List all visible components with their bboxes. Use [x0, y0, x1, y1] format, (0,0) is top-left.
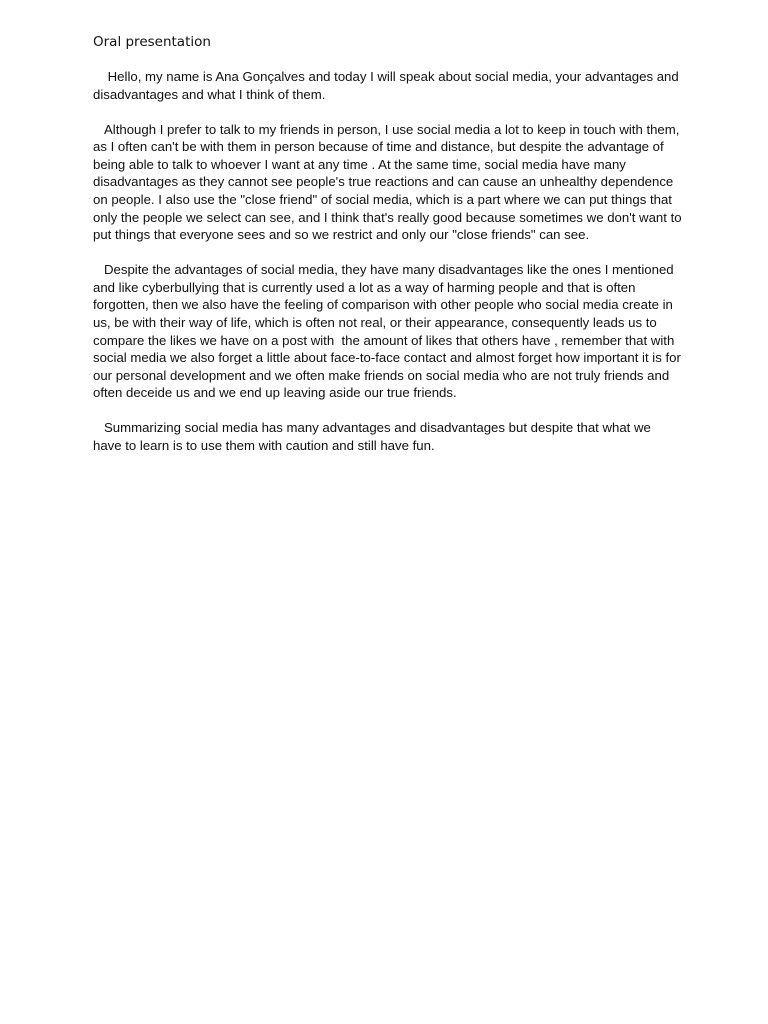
paragraph-introduction: Hello, my name is Ana Gonçalves and today I will speak about social media, your advantages and disadvantages and what I think of them.	[93, 69, 683, 102]
document-body	[93, 68, 686, 472]
document-title: Oral presentation	[93, 34, 211, 50]
paragraph-disadvantages: Despite the advantages of social media, they have many disadvantages like the ones I mentioned and like cyberbullying that is currently used a lot as a way of harming people and that is often forgotten, then we also have the feeling of comparison with other people who social media create in us, be with their way of life, which is often not real, or their appearance, consequently leads us to compare the likes we have on a post with the amount of likes that others have , remember that with social media we also forget a little about face-to-face contact and almost forget how important it is for our personal development and we often make friends on social media who are not truly friends and often deceide us and we end up leaving aside our true friends.	[93, 262, 685, 401]
paragraph-personal-use: Although I prefer to talk to my friends in person, I use social media a lot to keep in touch with them, as I often can't be with them in person because of time and distance, but despite the advantage of being able to talk to whoever I want at any time . At the same time, social media have many disadvantages as they cannot see people's true reactions and can cause an unhealthy dependence on people. I also use the "close friend" of social media, which is a part where we can put things that only the people we select can see, and I think that's really good because sometimes we don't want to put things that everyone sees and so we restrict and only our "close friends" can see.	[93, 121, 686, 243]
paragraph-conclusion: Summarizing social media has many advantages and disadvantages but despite that what we have to learn is to use them with caution and still have fun.	[93, 420, 655, 453]
